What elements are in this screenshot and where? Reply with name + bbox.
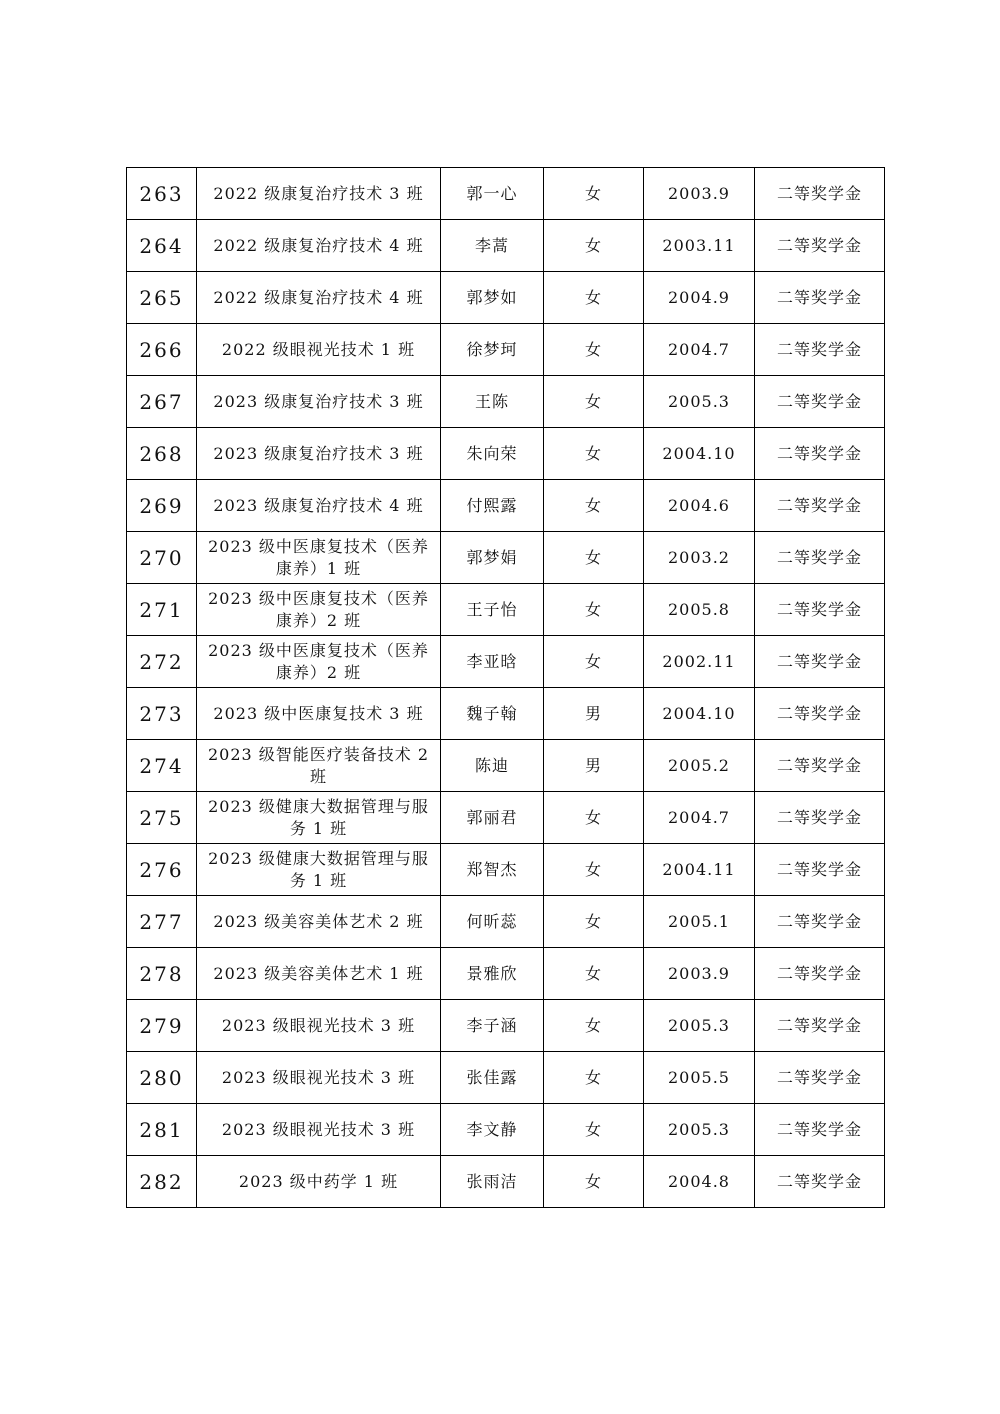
row-number: 263 [127, 168, 197, 220]
row-number: 265 [127, 272, 197, 324]
award-level: 二等奖学金 [755, 740, 885, 792]
award-level: 二等奖学金 [755, 220, 885, 272]
row-number: 273 [127, 688, 197, 740]
class-name: 2022 级眼视光技术 1 班 [197, 324, 441, 376]
row-number: 281 [127, 1104, 197, 1156]
row-number: 278 [127, 948, 197, 1000]
student-name: 张雨洁 [441, 1156, 544, 1208]
birth-date: 2005.2 [644, 740, 755, 792]
table-row [127, 220, 885, 272]
table-row [127, 948, 885, 1000]
student-name: 王子怡 [441, 584, 544, 636]
award-level: 二等奖学金 [755, 324, 885, 376]
gender: 女 [544, 532, 644, 584]
table-row [127, 584, 885, 636]
gender: 女 [544, 428, 644, 480]
gender: 女 [544, 1104, 644, 1156]
student-name: 景雅欣 [441, 948, 544, 1000]
class-name: 2023 级眼视光技术 3 班 [197, 1000, 441, 1052]
class-name: 2023 级眼视光技术 3 班 [197, 1052, 441, 1104]
class-name: 2023 级美容美体艺术 1 班 [197, 948, 441, 1000]
award-level: 二等奖学金 [755, 636, 885, 688]
student-name: 郭一心 [441, 168, 544, 220]
award-level: 二等奖学金 [755, 428, 885, 480]
award-level: 二等奖学金 [755, 376, 885, 428]
award-level: 二等奖学金 [755, 272, 885, 324]
class-name: 2023 级眼视光技术 3 班 [197, 1104, 441, 1156]
row-number: 282 [127, 1156, 197, 1208]
table-row [127, 688, 885, 740]
gender: 女 [544, 636, 644, 688]
gender: 女 [544, 480, 644, 532]
gender: 女 [544, 324, 644, 376]
class-name: 2023 级中医康复技术 3 班 [197, 688, 441, 740]
birth-date: 2003.11 [644, 220, 755, 272]
student-name: 魏子翰 [441, 688, 544, 740]
award-level: 二等奖学金 [755, 688, 885, 740]
table-row [127, 1104, 885, 1156]
birth-date: 2004.6 [644, 480, 755, 532]
birth-date: 2004.8 [644, 1156, 755, 1208]
award-level: 二等奖学金 [755, 1000, 885, 1052]
table-row [127, 1000, 885, 1052]
row-number: 275 [127, 792, 197, 844]
class-name: 2023 级康复治疗技术 3 班 [197, 428, 441, 480]
table-row [127, 1156, 885, 1208]
table-row [127, 1052, 885, 1104]
table-row [127, 376, 885, 428]
row-number: 266 [127, 324, 197, 376]
gender: 女 [544, 1052, 644, 1104]
row-number: 264 [127, 220, 197, 272]
gender: 女 [544, 1000, 644, 1052]
row-number: 271 [127, 584, 197, 636]
birth-date: 2004.10 [644, 428, 755, 480]
award-level: 二等奖学金 [755, 1052, 885, 1104]
class-name: 2023 级康复治疗技术 4 班 [197, 480, 441, 532]
student-name: 郑智杰 [441, 844, 544, 896]
student-name: 郭梦娟 [441, 532, 544, 584]
birth-date: 2003.9 [644, 168, 755, 220]
class-name: 2023 级中医康复技术（医养康养）2 班 [197, 636, 441, 688]
student-name: 徐梦珂 [441, 324, 544, 376]
gender: 女 [544, 1156, 644, 1208]
gender: 女 [544, 272, 644, 324]
gender: 女 [544, 896, 644, 948]
scholarship-table [126, 167, 885, 1208]
award-level: 二等奖学金 [755, 532, 885, 584]
class-name: 2023 级健康大数据管理与服务 1 班 [197, 792, 441, 844]
row-number: 276 [127, 844, 197, 896]
birth-date: 2003.9 [644, 948, 755, 1000]
row-number: 272 [127, 636, 197, 688]
birth-date: 2005.3 [644, 1104, 755, 1156]
table-row [127, 636, 885, 688]
award-level: 二等奖学金 [755, 584, 885, 636]
table-body [127, 168, 885, 1208]
class-name: 2023 级中医康复技术（医养康养）1 班 [197, 532, 441, 584]
row-number: 267 [127, 376, 197, 428]
class-name: 2023 级美容美体艺术 2 班 [197, 896, 441, 948]
gender: 女 [544, 948, 644, 1000]
student-name: 付熙露 [441, 480, 544, 532]
table-row [127, 480, 885, 532]
student-name: 李亚晗 [441, 636, 544, 688]
student-name: 李子涵 [441, 1000, 544, 1052]
table-row [127, 168, 885, 220]
student-name: 李蒿 [441, 220, 544, 272]
class-name: 2022 级康复治疗技术 4 班 [197, 220, 441, 272]
row-number: 280 [127, 1052, 197, 1104]
student-name: 朱向荣 [441, 428, 544, 480]
award-level: 二等奖学金 [755, 844, 885, 896]
award-level: 二等奖学金 [755, 480, 885, 532]
student-name: 张佳露 [441, 1052, 544, 1104]
birth-date: 2002.11 [644, 636, 755, 688]
table-row [127, 792, 885, 844]
table-row [127, 272, 885, 324]
class-name: 2023 级康复治疗技术 3 班 [197, 376, 441, 428]
birth-date: 2005.8 [644, 584, 755, 636]
gender: 女 [544, 376, 644, 428]
student-name: 王陈 [441, 376, 544, 428]
birth-date: 2003.2 [644, 532, 755, 584]
birth-date: 2004.10 [644, 688, 755, 740]
class-name: 2023 级中药学 1 班 [197, 1156, 441, 1208]
gender: 女 [544, 844, 644, 896]
table-row [127, 896, 885, 948]
table-row [127, 324, 885, 376]
class-name: 2022 级康复治疗技术 3 班 [197, 168, 441, 220]
gender: 女 [544, 792, 644, 844]
gender: 男 [544, 740, 644, 792]
row-number: 268 [127, 428, 197, 480]
student-name: 李文静 [441, 1104, 544, 1156]
class-name: 2023 级智能医疗装备技术 2 班 [197, 740, 441, 792]
gender: 男 [544, 688, 644, 740]
award-level: 二等奖学金 [755, 948, 885, 1000]
birth-date: 2004.7 [644, 324, 755, 376]
table-row [127, 844, 885, 896]
student-name: 郭梦如 [441, 272, 544, 324]
row-number: 277 [127, 896, 197, 948]
birth-date: 2005.5 [644, 1052, 755, 1104]
birth-date: 2005.3 [644, 1000, 755, 1052]
award-level: 二等奖学金 [755, 168, 885, 220]
birth-date: 2005.3 [644, 376, 755, 428]
award-level: 二等奖学金 [755, 896, 885, 948]
row-number: 274 [127, 740, 197, 792]
award-level: 二等奖学金 [755, 792, 885, 844]
gender: 女 [544, 584, 644, 636]
student-name: 陈迪 [441, 740, 544, 792]
table-row [127, 740, 885, 792]
row-number: 279 [127, 1000, 197, 1052]
award-level: 二等奖学金 [755, 1104, 885, 1156]
class-name: 2022 级康复治疗技术 4 班 [197, 272, 441, 324]
birth-date: 2004.11 [644, 844, 755, 896]
birth-date: 2005.1 [644, 896, 755, 948]
student-name: 何昕蕊 [441, 896, 544, 948]
class-name: 2023 级中医康复技术（医养康养）2 班 [197, 584, 441, 636]
table-row [127, 532, 885, 584]
row-number: 270 [127, 532, 197, 584]
gender: 女 [544, 220, 644, 272]
birth-date: 2004.7 [644, 792, 755, 844]
student-name: 郭丽君 [441, 792, 544, 844]
gender: 女 [544, 168, 644, 220]
birth-date: 2004.9 [644, 272, 755, 324]
row-number: 269 [127, 480, 197, 532]
class-name: 2023 级健康大数据管理与服务 1 班 [197, 844, 441, 896]
table-row [127, 428, 885, 480]
award-level: 二等奖学金 [755, 1156, 885, 1208]
